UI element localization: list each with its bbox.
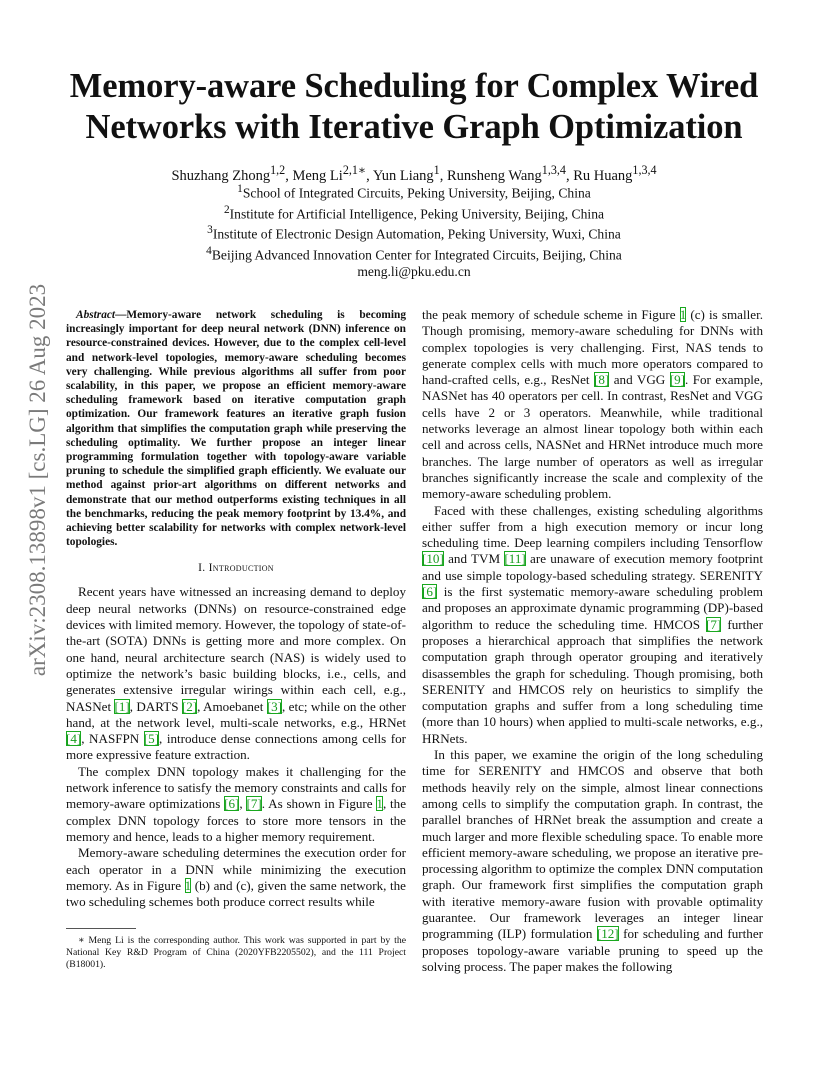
affiliation-list [40, 181, 788, 280]
footnote-rule [66, 928, 136, 929]
paper-title: Memory-aware Scheduling for Complex Wired Networks with Iterative Graph Optimization [69, 67, 759, 146]
citation-link[interactable]: [7] [246, 796, 262, 812]
intro-paragraph-5: Faced with these challenges, existing scheduling algorithms either suffer from a high execution memory or incur long scheduling time. Deep learning compilers including Tensorflow [10] and TVM [11] are unaware of execution memory footprint and use simple topology-based scheduling strategy. SERENITY [6] is the first systematic memory-aware scheduling problem and proposes an approximate dynamic programming (DP)-based algorithm to reduce the scheduling time. HMCOS [7] further proposes a hierarchical approach that simplifies the network computation graph through operator grouping and iteratively disassembles the graph for scheduling. Though promising, both SERENITY and HMCOS rely on heuristics to simplify the computation graphs and suffer from a long scheduling time (more than 10 hours) when applied to multi-scale networks, e.g., HRNets. [422, 502, 763, 746]
author-affiliation-mark: 1,2 [270, 163, 286, 177]
author-name: Yun Liang [372, 167, 434, 184]
citation-link[interactable]: [6] [422, 584, 438, 600]
left-column [66, 308, 406, 910]
citation-link[interactable]: [9] [669, 372, 685, 388]
intro-paragraph-1: Recent years have witnessed an increasing demand to deploy deep neural networks (DNNs) on resource-constrained edge devices with limited memory. However, the topology of state-of-the-art (SOTA) DNNs is getting more and more complex. On one hand, neural architecture search (NAS) is widely used to optimize the network’s basic building blocks, i.e., cells, and generates extensive irregular wirings within each cell, e.g., NASNet [1], DARTS [2], Amoebanet [3], etc; while on the other hand, at the network level, multi-scale networks, e.g., HRNet [4], NASFPN [5], introduce dense connections among cells for more expressive feature extraction. [66, 584, 407, 763]
author-list: Shuzhang Zhong$^{1,2}$, Meng $Li^{2,1∗}$, Yun Liang$^1$, Runsheng Wang$^{1,3,4}$, Ru Huang$^{1,3,4}$ [171, 163, 657, 184]
arxiv-sidebar-stamp [26, 280, 50, 680]
affiliation-mark: 4 [206, 244, 212, 257]
citation-link[interactable]: [2] [181, 698, 198, 714]
right-column [422, 307, 763, 975]
email: meng.li@pku.edu.cn [357, 264, 471, 280]
author-affiliation-mark: 1,3,4 [632, 163, 657, 177]
author-name: Ru Huang [573, 167, 633, 184]
affiliation-line [40, 181, 788, 202]
author-affiliation-mark: 1,3,4 [541, 163, 566, 177]
arxiv-id: arXiv:2308.13898v1 [cs.LG] 26 Aug 2023 [25, 283, 50, 677]
figure-link[interactable]: 1 [679, 307, 687, 322]
author-name: Runsheng Wang [446, 167, 542, 184]
figure-link[interactable]: 1 [184, 877, 192, 893]
citation-link[interactable]: [11] [504, 551, 526, 567]
citation-link[interactable]: [10] [422, 551, 444, 567]
author-affiliation-mark: 2,1∗ [342, 163, 367, 177]
author-name: Shuzhang Zhong [171, 167, 271, 184]
intro-paragraph-6: In this paper, we examine the origin of the long scheduling time for SERENITY and HMCOS and observe that both methods heavily rely on the simple, almost linear connections among cells to simplify the computation graph. In contrast, the parallel branches of HRNet break the assumption and create a much larger and more flexible scheduling space. To enable more efficient memory-aware scheduling, we propose an iterative pre-processing algorithm to optimize the complex DNN computation graph. Our framework first simplifies the computation graph with iterative memory-aware fusion with provable optimality guarantee. Our framework leverages an integer linear programming (ILP) formulation [12] for scheduling and further proposes topology-aware variable pruning to speed up the solving process. The paper makes the following [422, 747, 763, 974]
affiliation-text: School of Integrated Circuits, Peking University, Beijing, China [242, 185, 591, 201]
affiliation-mark: 2 [223, 203, 230, 216]
citation-link[interactable]: [4] [66, 731, 82, 747]
citation-link[interactable]: [5] [143, 731, 160, 747]
citation-link[interactable]: [12] [596, 926, 619, 942]
citation-link[interactable]: [6] [224, 796, 240, 812]
affiliation-mark: 3 [207, 224, 213, 237]
figure-link[interactable]: 1 [376, 796, 383, 812]
author-affiliation-mark: 1 [433, 163, 440, 177]
affiliation-line [40, 222, 788, 243]
citation-link[interactable]: [7] [706, 616, 722, 632]
author-name: Meng Li [292, 167, 343, 184]
intro-paragraph-4: the peak memory of schedule scheme in Figure 1 (c) is smaller. Though promising, memory-aware scheduling for DNNs with complex topologies is very challenging. First, NAS tends to generate complex cells with much more operators compared to hand-crafted cells, e.g., ResNet [8] and VGG [9]. For example, NASNet has 40 operators per cell. In contrast, ResNet and VGG cells have 2 or 3 operators. Meanwhile, while traditional networks leverage an almost linear topology both within each cell and across cells, NASNet and HRNet introduce much more branches. The large number of operators as well as irregular branches significantly increase the scale and complexity of the memory-aware scheduling problem. [422, 307, 763, 502]
footnote: ∗ Meng Li is the corresponding author. This work was supported in part by the National Key R&D Program of China (2020YFB2205502), and the 111 Project (B18001). [66, 935, 406, 970]
affiliation-line [40, 202, 788, 223]
citation-link[interactable]: [3] [266, 698, 283, 714]
abstract-label: Abstract [76, 309, 116, 321]
affiliation-text: Institute for Artificial Intelligence, Peking University, Beijing, China [229, 206, 605, 222]
intro-paragraph-2: The complex DNN topology makes it challenging for the network inference to satisfy the memory constraints and calls for memory-aware optimizations [6], [7]. As shown in Figure 1, the complex DNN topology forces to store more tensors in the memory and hence, leads to a higher memory requirement. [66, 763, 407, 844]
intro-paragraph-3: Memory-aware scheduling determines the execution order for each operator in a DNN while minimizing the execution memory. As in Figure 1 (b) and (c), given the same network, the two scheduling schemes both produce correct results while [66, 845, 406, 910]
section-heading-introduction: I. Introduction [198, 561, 274, 575]
citation-link[interactable]: [8] [594, 372, 610, 388]
citation-link[interactable]: [1] [114, 698, 130, 714]
affiliation-text: Institute of Electronic Design Automation, Peking University, Wuxi, China [212, 226, 621, 242]
abstract-text: —Memory-aware network scheduling is becoming increasingly important for deep neural network (DNN) inference on resource-constrained devices. However, due to the complex cell-level and network-level topologies, memory-aware scheduling becomes very challenging. While previous algorithms all suffer from poor scalability, in this paper, we propose an efficient memory-aware scheduling framework based on iterative computation graph optimization. Our framework features an iterative graph fusion algorithm that simplifies the computation graph while preserving the scheduling optimality. We further propose an integer linear programming formulation together with topology-aware variable pruning to schedule the simplified graph efficiently. We evaluate our method against prior-art algorithms on different networks and demonstrate that our method outperforms existing techniques in all the benchmarks, reducing the peak memory footprint by 13.4%, and achieving better scalability for networks with complex network-level topologies. [66, 309, 406, 549]
affiliation-mark: 1 [237, 183, 243, 195]
affiliation-text: Beijing Advanced Innovation Center for Integrated Circuits, Beijing, China [211, 247, 622, 263]
affiliation-line [40, 243, 788, 264]
abstract [66, 308, 406, 549]
